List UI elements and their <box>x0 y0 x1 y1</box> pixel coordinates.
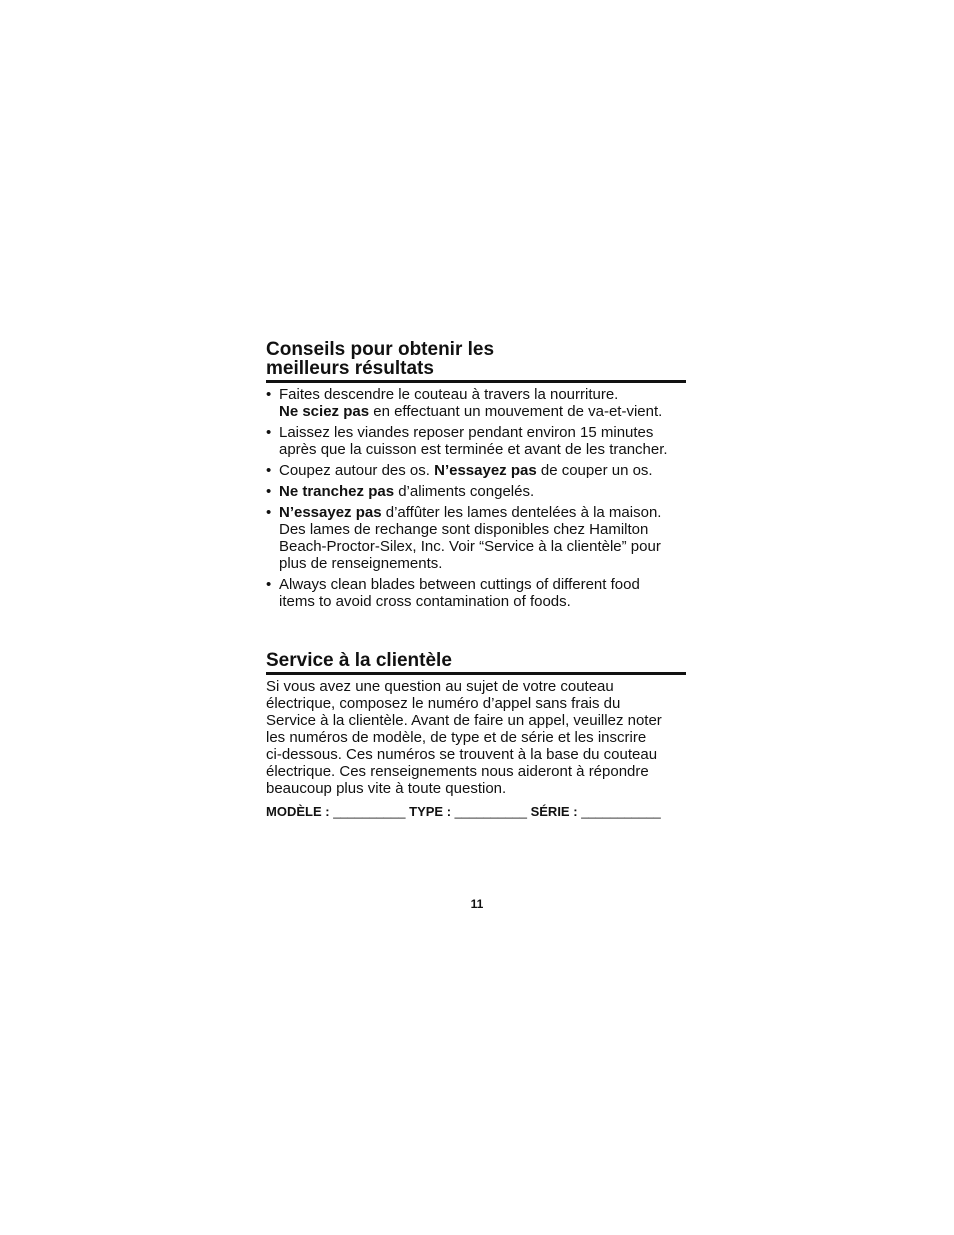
bullet-icon: • <box>266 386 272 403</box>
service-text-line: ci-dessous. Ces numéros se trouvent à la base du couteau <box>266 746 658 763</box>
tips-list <box>266 386 686 610</box>
tip-text: Beach-Proctor-Silex, Inc. Voir “Service à la clientèle” pour <box>279 538 661 555</box>
tips-section <box>266 340 686 614</box>
tips-list-item <box>266 504 686 572</box>
tip-text: d’affûter les lames dentelées à la maison. <box>381 504 662 521</box>
product-info-form <box>266 804 686 819</box>
service-paragraph <box>266 678 686 797</box>
tips-heading <box>266 340 686 378</box>
tip-bold-text: Ne sciez pas <box>279 403 370 420</box>
tip-bold-text: N’essayez pas <box>279 504 382 521</box>
service-section <box>266 651 686 819</box>
service-text-line: électrique, composez le numéro d’appel sans frais du <box>266 695 621 712</box>
tips-heading-line-2: meilleurs résultats <box>266 358 434 379</box>
type-blank-line: __________ <box>454 804 527 819</box>
tip-text: plus de renseignements. <box>279 555 443 572</box>
tip-bold-text: N’essayez pas <box>434 462 537 479</box>
tips-list-item <box>266 386 686 420</box>
service-heading-rule <box>266 651 686 675</box>
service-text-line: Service à la clientèle. Avant de faire un appel, veuillez noter <box>266 712 662 729</box>
tips-heading-line-1: Conseils pour obtenir les <box>266 339 495 360</box>
tips-list-item <box>266 483 686 500</box>
tip-text: Coupez autour des os. <box>279 462 435 479</box>
tip-text: d’aliments congelés. <box>394 483 535 500</box>
tip-text: Des lames de rechange sont disponibles chez Hamilton <box>279 521 649 538</box>
serial-blank-line: ___________ <box>581 804 661 819</box>
service-heading: Service à la clientèle <box>266 650 452 671</box>
tips-list-item <box>266 462 686 479</box>
service-text-line: les numéros de modèle, de type et de série et les inscrire <box>266 729 647 746</box>
tips-list-item <box>266 424 686 458</box>
tips-heading-rule <box>266 340 686 383</box>
serial-label: SÉRIE : <box>530 804 578 819</box>
service-text-line: Si vous avez une question au sujet de votre couteau <box>266 678 614 695</box>
tip-text: Laissez les viandes reposer pendant environ 15 minutes <box>279 424 654 441</box>
tip-text-line <box>279 504 686 521</box>
bullet-icon: • <box>266 504 272 521</box>
tip-text: en effectuant un mouvement de va-et-vient. <box>369 403 663 420</box>
bullet-icon: • <box>266 483 272 500</box>
page-number: 11 <box>470 897 484 911</box>
bullet-icon: • <box>266 576 272 593</box>
service-text-line: beaucoup plus vite à toute question. <box>266 780 507 797</box>
tip-text: Faites descendre le couteau à travers la nourriture. <box>279 386 619 403</box>
tip-text-line <box>279 462 686 479</box>
bullet-icon: • <box>266 424 272 441</box>
model-label: MODÈLE : <box>266 804 330 819</box>
tip-text-line <box>279 403 686 420</box>
service-text-line: électrique. Ces renseignements nous aideront à répondre <box>266 763 649 780</box>
tip-bold-text: Ne tranchez pas <box>279 483 395 500</box>
tip-text: Always clean blades between cuttings of different food <box>279 576 640 593</box>
bullet-icon: • <box>266 462 272 479</box>
tip-text: items to avoid cross contamination of foods. <box>279 593 571 610</box>
tip-text-line <box>279 483 686 500</box>
tips-list-item <box>266 576 686 610</box>
tip-text: après que la cuisson est terminée et avant de les trancher. <box>279 441 668 458</box>
model-blank-line: __________ <box>333 804 406 819</box>
type-label: TYPE : <box>409 804 452 819</box>
tip-text: de couper un os. <box>536 462 653 479</box>
